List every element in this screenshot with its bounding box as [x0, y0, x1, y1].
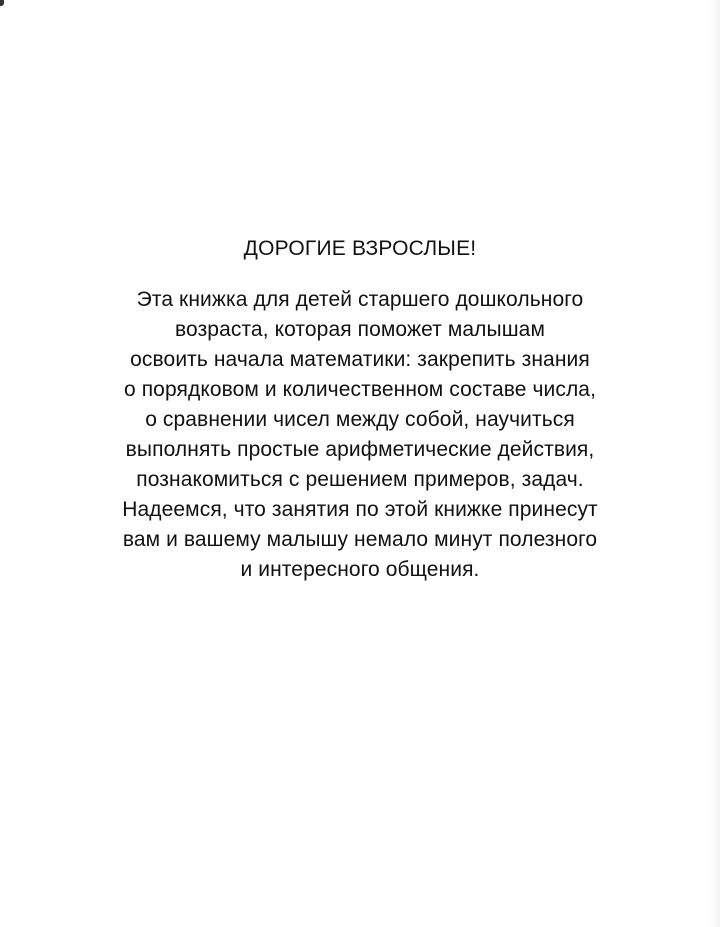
paragraph-line: вам и вашему малышу немало минут полезного	[122, 528, 598, 551]
paragraph-line: познакомиться с решением примеров, задач.	[136, 468, 584, 491]
paragraph-line: Эта книжка для детей старшего дошкольного	[136, 288, 584, 311]
page-heading: ДОРОГИЕ ВЗРОСЛЫЕ!	[243, 237, 477, 260]
intro-paragraph	[0, 285, 720, 585]
paragraph-line: Надеемся, что занятия по этой книжке принесут	[122, 498, 598, 521]
paragraph-line: освоить начала математики: закрепить знания	[130, 348, 590, 371]
scan-corner-mark	[0, 0, 4, 6]
paragraph-line: и интересного общения.	[240, 558, 480, 581]
paragraph-line: возраста, которая поможет малышам	[175, 318, 545, 341]
page-content	[0, 236, 720, 585]
paragraph-line: выполнять простые арифметические действия,	[125, 438, 595, 461]
paragraph-line: о сравнении чисел между собой, научиться	[145, 408, 575, 431]
paragraph-line: о порядковом и количественном составе числа,	[123, 378, 597, 401]
